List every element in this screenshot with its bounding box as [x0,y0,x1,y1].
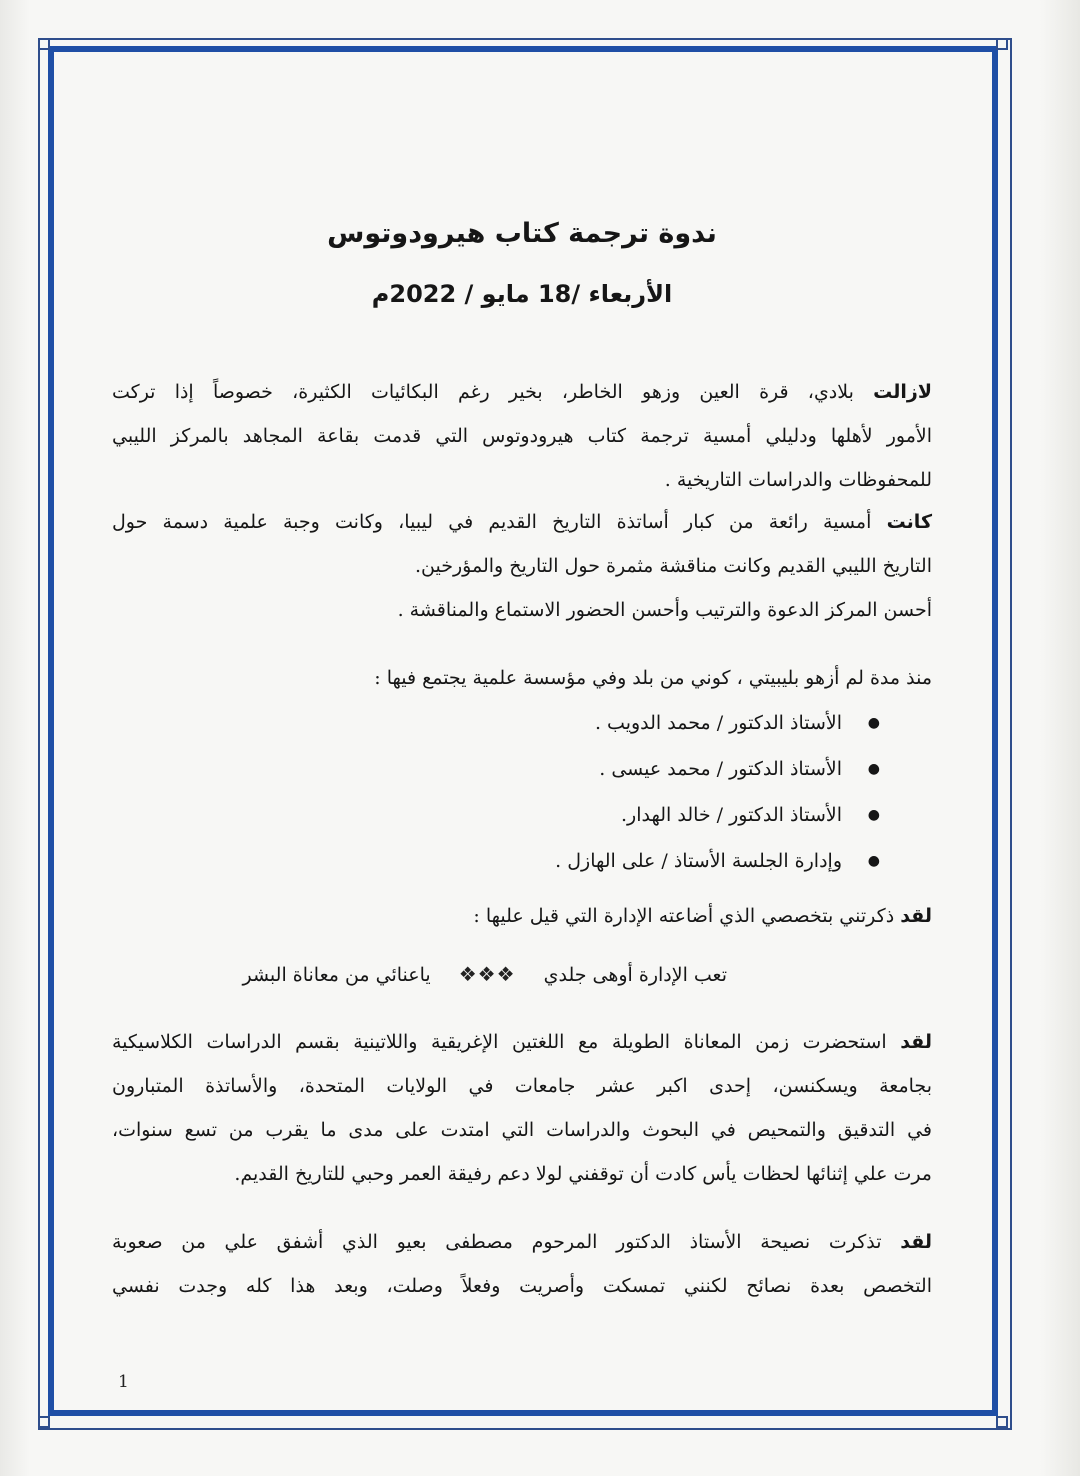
paragraph-line: بجامعة ويسكنسن، إحدى اكبر عشر جامعات في الولايات المتحدة، والأساتذة المتبارون [112,1075,932,1097]
paragraph-line [112,894,932,938]
line-text: تذكرت نصيحة الأستاذ الدكتور المرحوم مصطفى بعيو الذي أشفق علي من صعوبة [112,1231,882,1253]
border-corner [996,38,1008,50]
paragraph-line [112,1020,932,1064]
lead-word: لقد [900,1031,932,1053]
document-title: ندوة ترجمة كتاب هيرودوتوس [327,218,717,249]
lead-word: كانت [886,511,932,533]
paragraph-5 [112,1020,932,1196]
list-item: ● الأستاذ الدكتور / محمد الدويب . [312,700,880,746]
list-item: ● وإدارة الجلسة الأستاذ / على الهازل . [312,838,880,884]
list-item: ● الأستاذ الدكتور / خالد الهدار. [312,792,880,838]
list-item: ● الأستاذ الدكتور / محمد عيسى . [312,746,880,792]
line-text: استحضرت زمن المعاناة الطويلة مع اللغتين الإغريقية واللاتينية بقسم الدراسات الكلاسيكية [112,1031,887,1053]
paragraph-line: منذ مدة لم أزهو بليبيتي ، كوني من بلد وفي مؤسسة علمية يجتمع فيها : [374,667,932,689]
diamond-separator-icon: ❖❖❖ [458,962,516,986]
paragraph-line: الأمور لأهلها ودليلي أمسية ترجمة كتاب هيرودوتوس التي قدمت بقاعة المجاهد بالمركز الليبي [112,425,932,447]
lead-word: لازالت [873,381,932,403]
line-text: بلادي، قرة العين وزهو الخاطر، بخير رغم البكائيات الكثيرة، خصوصاً إذا تركت [112,381,854,403]
paragraph-line: في التدقيق والتمحيص في البحوث والدراسات التي امتدت على مدى ما يقرب من تسع سنوات، [112,1119,932,1141]
paragraph-1 [112,370,932,502]
paragraph-line: مرت علي إثنائها لحظات يأس كادت أن توقفني لولا دعم رفيقة العمر وحبي للتاريخ القديم. [234,1163,932,1185]
paragraph-4 [112,894,932,938]
page-number: 1 [118,1372,129,1392]
verse-right: تعب الإدارة أوهى جلدي [543,964,727,986]
paragraph-line: أحسن المركز الدعوة والترتيب وأحسن الحضور الاستماع والمناقشة . [397,599,932,621]
line-text: أمسية رائعة من كبار أساتذة التاريخ القديم في ليبيا، وكانت وجبة علمية دسمة حول [112,511,872,533]
border-corner [996,1416,1008,1428]
lead-word: لقد [900,1231,933,1253]
verse-left: ياعنائي من معاناة البشر [242,964,431,986]
paragraph-line: للمحفوظات والدراسات التاريخية . [664,469,932,491]
border-corner [38,1416,50,1428]
paragraph-6 [112,1220,932,1308]
paragraph-line: التخصص بعدة نصائح لكنني تمسكت وأصريت وفعلاً وصلت، وبعد هذا كله وجدت نفسي [112,1275,932,1297]
line-text: ذكرتني بتخصصي الذي أضاعته الإدارة التي قيل عليها : [473,905,895,927]
paragraph-line: التاريخ الليبي القديم وكانت مناقشة مثمرة حول التاريخ والمؤرخين. [415,555,932,577]
paragraph-3 [112,656,932,700]
paragraph-2 [112,500,932,632]
document-date: الأربعاء /18 مايو / 2022م [371,280,673,308]
lead-word: لقد [900,905,932,927]
paragraph-line [112,1220,932,1264]
border-corner [38,38,50,50]
speakers-list [312,700,880,884]
paragraph-line [112,370,932,414]
poem-verse [242,954,727,995]
document-body [112,0,932,1476]
paragraph-line [112,500,932,544]
